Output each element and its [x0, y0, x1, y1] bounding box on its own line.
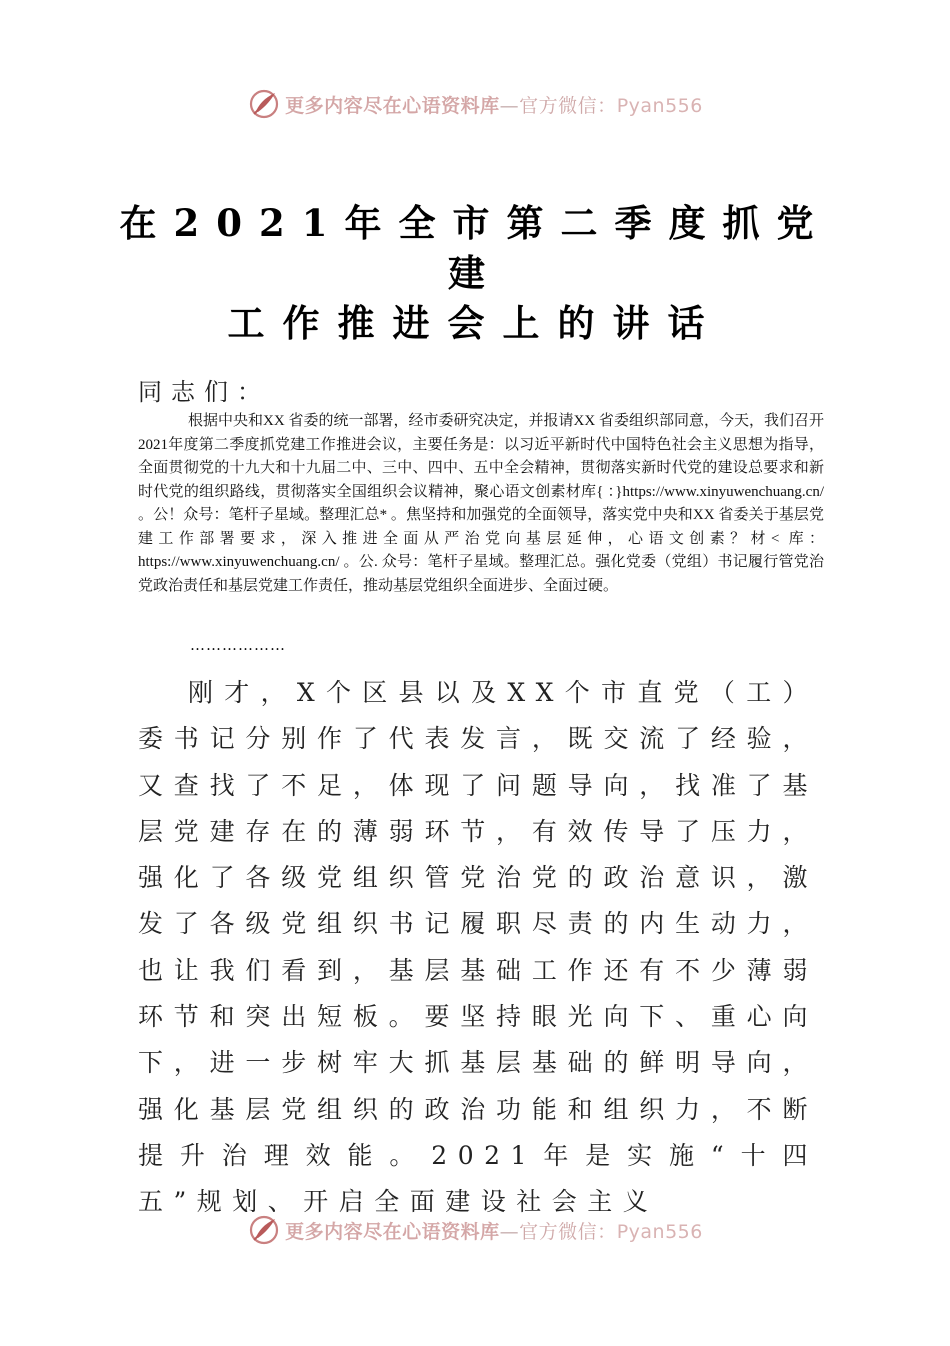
intro-paragraph: 根据中央和XX 省委的统一部署，经市委研究决定，并报请XX 省委组织部同意，今天，我们召开2021年度第二季度抓党建工作推进会议，主要任务是：以习近平新时代中国特色社会主义思想为指导，全面贯彻党的十九大和十九届二中、三中、四中、五中全会精神，贯彻落实新时代党的建设总要求和新时代党的组织路线，贯彻落实全国组织会议精神，聚心语文创素材库{ ：}https://www.xinyuwenchuang.cn/ 。公！众号：笔杆子星域。整理汇总* 。焦坚持和加强党的全面领导，落实党中央和XX 省委关于基层党建工作部署要求，深入推进全面从严治党向基层延伸，心语文创素？材< 库：https://www.xinyuwenchuang.cn/ 。公. 众号：笔杆子星域。整理汇总。强化党委（党组）书记履行管党治党政治责任和基层党建工作责任，推动基层党组织全面进步、全面过硬。: [138, 413, 824, 594]
watermark-main: 更多内容尽在心语资料库: [285, 1220, 500, 1243]
watermark-main: 更多内容尽在心语资料库: [285, 94, 500, 117]
watermark-wechat-id: Pyan556: [616, 94, 703, 117]
title-line-2: 工作推进会上的讲话: [227, 301, 723, 345]
watermark-wechat-label: 官方微信：: [519, 94, 617, 117]
watermark-text: [285, 1217, 703, 1244]
watermark-dash: —: [499, 94, 520, 117]
ellipsis-separator: ………………: [190, 636, 286, 654]
title-line-1: 在2021年全市第二季度抓党建: [119, 201, 831, 295]
main-paragraph: 刚才，X个区县以及XX个市直党（工）委书记分别作了代表发言，既交流了经验，又查找了不足，体现了问题导向，找准了基层党建存在的薄弱环节，有效传导了压力，强化了各级党组织管党治党的政治意识，激发了各级党组织书记履职尽责的内生动力，也让我们看到，基层基础工作还有不少薄弱环节和突出短板。要坚持眼光向下、重心向下，进一步树牢大抓基层基础的鲜明导向，强化基层党组织的政治功能和组织力，不断提升治理效能。2021年是实施“十四五”规划、开启全面建设社会主义: [138, 678, 818, 1217]
quill-scroll-logo: [247, 87, 281, 121]
watermark-text: [285, 91, 703, 118]
salutation: 同志们：: [138, 378, 270, 406]
watermark-banner-bottom: [0, 1210, 950, 1250]
watermark-wechat-label: 官方微信：: [519, 1220, 617, 1243]
watermark-banner-top: [0, 84, 950, 124]
watermark-wechat-id: Pyan556: [616, 1220, 703, 1243]
document-title: [100, 198, 850, 348]
quill-scroll-logo: [247, 1213, 281, 1247]
watermark-dash: —: [499, 1220, 520, 1243]
